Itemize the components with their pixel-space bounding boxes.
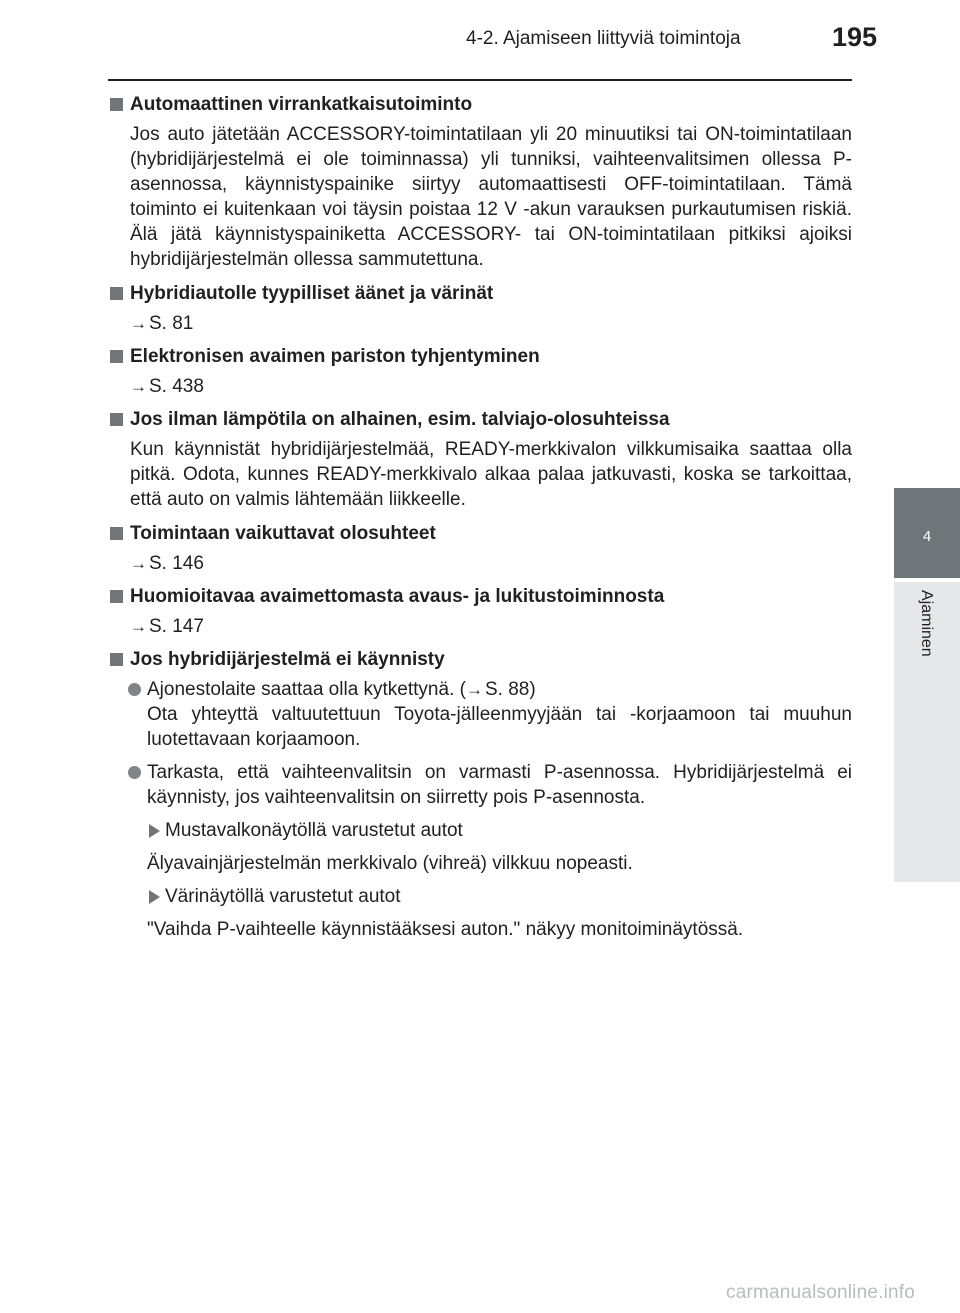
- section-heading: Jos ilman lämpötila on alhainen, esim. talviajo-olosuhteissa: [110, 407, 852, 432]
- section: [110, 344, 852, 399]
- square-bullet-icon: [110, 590, 123, 603]
- square-bullet-icon: [110, 413, 123, 426]
- header-divider: [108, 79, 852, 81]
- section-text: Kun käynnistät hybridijärjestelmää, READY-merkkivalon vilkkumisaika saattaa olla pitkä. Odota, kunnes READY-merkkivalo alkaa palaa jatkuvasti, koska se tarkoittaa, että auto on valmis lähtemään liikkeelle.: [130, 439, 852, 510]
- section-heading: Automaattinen virrankatkaisutoiminto: [110, 92, 852, 117]
- list-item-continuation: Ota yhteyttä valtuutettuun Toyota-jälleenmyyjään tai -korjaamoon tai muuhun luotettavaan korjaamoon.: [147, 704, 852, 750]
- section: [110, 521, 852, 576]
- round-bullet-icon: [128, 683, 141, 696]
- square-bullet-icon: [110, 287, 123, 300]
- page-reference[interactable]: → S. 88: [465, 679, 530, 700]
- square-bullet-icon: [110, 350, 123, 363]
- square-bullet-icon: [110, 527, 123, 540]
- section: [110, 281, 852, 336]
- page-number: 195: [832, 22, 878, 52]
- section-heading: Hybridiautolle tyypilliset äänet ja värinät: [110, 281, 852, 306]
- list-item: Tarkasta, että vaihteenvalitsin on varmasti P-asennossa. Hybridijärjestelmä ei käynnisty, jos vaihteenvalitsin on siirretty pois P-asennosta.: [110, 760, 852, 810]
- sub-item-text: "Vaihda P-vaihteelle käynnistääksesi auton." näkyy monitoiminäytössä.: [147, 919, 744, 940]
- page-reference[interactable]: → S. 438: [130, 376, 204, 397]
- section: [110, 407, 852, 512]
- section-text: Jos auto jätetään ACCESSORY-toimintatilaan yli 20 minuutiksi tai ON-toimintatilaan (hybridijärjestelmä ei ole toiminnassa) yli tunniksi, vaihteenvalitsimen ollessa P-asennossa, käynnistyspainike siirtyy automaattisesti OFF-toimintatilaan. Tämä toiminto ei kuitenkaan voi täysin poistaa 12 V -akun varauksen purkautumisen riskiä. Älä jätä käynnistyspainiketta ACCESSORY- tai ON-toimintatilaan pitkiksi ajoiksi hybridijärjestelmän ollessa sammutettuna.: [130, 124, 852, 270]
- arrow-right-icon: →: [130, 377, 147, 396]
- chapter-label: Ajaminen: [918, 590, 935, 657]
- round-bullet-icon: [128, 766, 141, 779]
- section-heading: Huomioitavaa avaimettomasta avaus- ja lukitustoiminnosta: [110, 584, 852, 609]
- section: [110, 92, 852, 272]
- triangle-bullet-icon: [149, 890, 160, 904]
- sub-item-label: Mustavalkonäytöllä varustetut autot: [110, 818, 852, 843]
- section: [110, 584, 852, 639]
- header-section-title: 4-2. Ajamiseen liittyviä toimintoja: [466, 28, 741, 49]
- arrow-right-icon: →: [130, 617, 147, 636]
- square-bullet-icon: [110, 653, 123, 666]
- page-reference[interactable]: → S. 147: [130, 616, 204, 637]
- arrow-right-icon: →: [130, 314, 147, 333]
- chapter-number: 4: [922, 528, 932, 545]
- sub-item-text: Älyavainjärjestelmän merkkivalo (vihreä) vilkkuu nopeasti.: [147, 853, 633, 874]
- section-heading: Jos hybridijärjestelmä ei käynnisty: [110, 647, 852, 672]
- page-reference[interactable]: → S. 81: [130, 313, 194, 334]
- triangle-bullet-icon: [149, 824, 160, 838]
- chapter-label-bar: [894, 582, 960, 882]
- sub-item-label: Värinäytöllä varustetut autot: [110, 884, 852, 909]
- arrow-right-icon: →: [130, 554, 147, 573]
- page-content: [110, 92, 852, 950]
- section-heading: Elektronisen avaimen pariston tyhjentyminen: [110, 344, 852, 369]
- list-item: Ajonestolaite saattaa olla kytkettynä. (→ S. 88) Ota yhteyttä valtuutettuun Toyota-jälleenmyyjään tai -korjaamoon tai muuhun luotettavaan korjaamoon.: [110, 677, 852, 752]
- arrow-right-icon: →: [465, 680, 483, 699]
- page-reference[interactable]: → S. 146: [130, 553, 204, 574]
- watermark: carmanualsonline.info: [726, 1282, 916, 1303]
- section-heading: Toimintaan vaikuttavat olosuhteet: [110, 521, 852, 546]
- square-bullet-icon: [110, 98, 123, 111]
- chapter-tab[interactable]: [894, 488, 960, 578]
- section: [110, 647, 852, 942]
